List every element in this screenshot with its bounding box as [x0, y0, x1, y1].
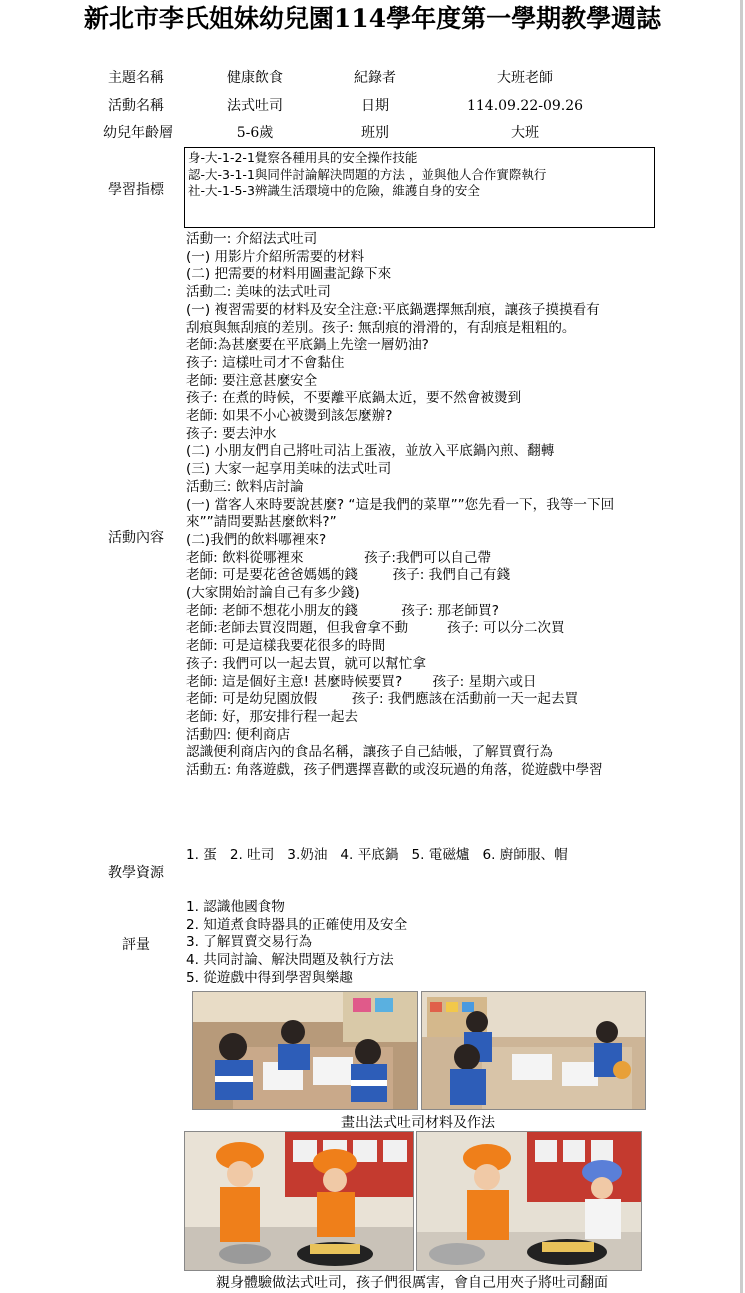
indicator-item: 社-大-1-5-3辨識生活環境中的危險，維護自身的安全	[188, 183, 480, 198]
content-line: 老師: 老師不想花小朋友的錢 孩子: 那老師買?	[186, 602, 499, 619]
content-line: 來””請問要點甚麼飲料?”	[186, 514, 337, 531]
resources-text: 1. 蛋 2. 吐司 3.奶油 4. 平底鍋 5. 電磁爐 6. 廚師服、帽	[186, 847, 568, 863]
content-line: (二)我們的飲料哪裡來?	[186, 531, 327, 548]
caption-photos-1: 畫出法式吐司材料及作法	[341, 1115, 495, 1131]
content-line: 活動五: 角落遊戲，孩子們選擇喜歡的或沒玩過的角落，從遊戲中學習	[186, 762, 603, 779]
evaluation-label: 評量	[122, 937, 150, 953]
content-line: 老師: 這是個好主意! 甚麼時候要買? 孩子: 星期六或日	[186, 673, 537, 690]
content-line: 老師: 可是要花爸爸媽媽的錢 孩子: 我們自己有錢	[186, 567, 511, 584]
scrollbar-edge[interactable]	[740, 0, 743, 1293]
content-line: 孩子: 在煮的時候，不要離平底鍋太近，要不然會被燙到	[186, 390, 522, 407]
recorder-value: 大班老師	[497, 70, 553, 86]
activity-value: 法式吐司	[227, 98, 283, 114]
content-line: (二) 小朋友們自己將吐司沾上蛋液，並放入平底鍋內煎、翻轉	[186, 443, 555, 460]
resources-content	[186, 847, 661, 865]
indicator-item: 認-大-3-1-1與同伴討論解決問題的方法 ，並與他人合作實際執行	[188, 166, 547, 182]
evaluation-item: 5. 從遊戲中得到學習與樂趣	[186, 969, 353, 986]
resources-label: 教學資源	[108, 865, 164, 881]
date-value: 114.09.22-09.26	[466, 98, 584, 114]
age-value: 5-6歲	[236, 125, 274, 141]
caption-photos-2: 親身體驗做法式吐司，孩子們很厲害，會自己用夾子將吐司翻面	[216, 1275, 608, 1291]
photo-children-cooking-2	[416, 1131, 642, 1271]
class-label: 班別	[361, 125, 389, 141]
content-line: 老師: 如果不小心被燙到該怎麼辦?	[186, 408, 393, 425]
evaluation-item: 3. 了解買賣交易行為	[186, 934, 313, 951]
content-line: (二) 把需要的材料用圖畫記錄下來	[186, 266, 392, 283]
photo-children-drawing-1	[192, 991, 418, 1110]
content-line: (大家開始討論自己有多少錢)	[186, 585, 360, 602]
content-line: 活動四: 便利商店	[186, 726, 291, 743]
content-line: 老師:為甚麼要在平底鍋上先塗一層奶油?	[186, 337, 429, 354]
indicator-item: 身-大-1-2-1覺察各種用具的安全操作技能	[188, 150, 418, 165]
content-line: 活動二: 美味的法式吐司	[186, 284, 331, 301]
content-line: 老師: 可是幼兒園放假 孩子: 我們應該在活動前一天一起去買	[186, 691, 579, 708]
class-value: 大班	[511, 125, 539, 141]
content-line: 老師: 好，那安排行程一起去	[186, 708, 359, 725]
evaluation-list	[186, 899, 661, 988]
content-line: (一) 用影片介紹所需要的材料	[186, 248, 365, 265]
content-line: (一) 複習需要的材料及安全注意:平底鍋選擇無刮痕，讓孩子摸摸看有	[186, 301, 600, 318]
evaluation-item: 1. 認識他國食物	[186, 899, 285, 915]
content-line: 老師: 飲料從哪裡來 孩子:我們可以自己帶	[186, 549, 492, 566]
content-line: 活動三: 飲料店討論	[186, 478, 304, 495]
content-line: 認識便利商店內的食品名稱，讓孩子自己結帳，了解買賣行為	[186, 744, 554, 761]
age-label: 幼兒年齡層	[103, 125, 173, 141]
content-line: 老師:老師去買沒問題，但我會拿不動 孩子: 可以分二次買	[186, 620, 565, 637]
content-line: 孩子: 我們可以一起去買，就可以幫忙拿	[186, 655, 426, 672]
activity-label: 活動名稱	[108, 98, 164, 114]
content-line: (三) 大家一起享用美味的法式吐司	[186, 461, 392, 478]
recorder-label: 紀錄者	[354, 70, 396, 86]
content-label: 活動內容	[108, 530, 164, 546]
theme-value: 健康飲食	[227, 70, 283, 86]
indicators-label: 學習指標	[108, 182, 164, 198]
evaluation-item: 2. 知道煮食時器具的正確使用及安全	[186, 916, 408, 933]
photo-children-drawing-2	[421, 991, 646, 1110]
theme-label: 主題名稱	[108, 70, 164, 86]
content-line: 刮痕與無刮痕的差別。孩子: 無刮痕的滑滑的，有刮痕是粗粗的。	[186, 319, 576, 336]
content-line: 孩子: 這樣吐司才不會黏住	[186, 354, 345, 371]
content-line: (一) 當客人來時要說甚麼? “這是我們的菜單””您先看一下，我等一下回	[186, 496, 615, 513]
indicators-box	[184, 147, 655, 228]
content-line: 孩子: 要去沖水	[186, 425, 277, 442]
evaluation-item: 4. 共同討論、解決問題及執行方法	[186, 952, 394, 969]
content-line: 老師: 可是這樣我要花很多的時間	[186, 638, 386, 655]
content-line: 活動一: 介紹法式吐司	[186, 231, 318, 247]
photo-children-cooking-1	[184, 1131, 414, 1271]
date-label: 日期	[361, 98, 389, 114]
content-line: 老師: 要注意甚麼安全	[186, 372, 318, 389]
page-title: 新北市李氏姐妹幼兒園114學年度第一學期教學週誌	[83, 4, 662, 33]
activity-content	[186, 231, 661, 780]
